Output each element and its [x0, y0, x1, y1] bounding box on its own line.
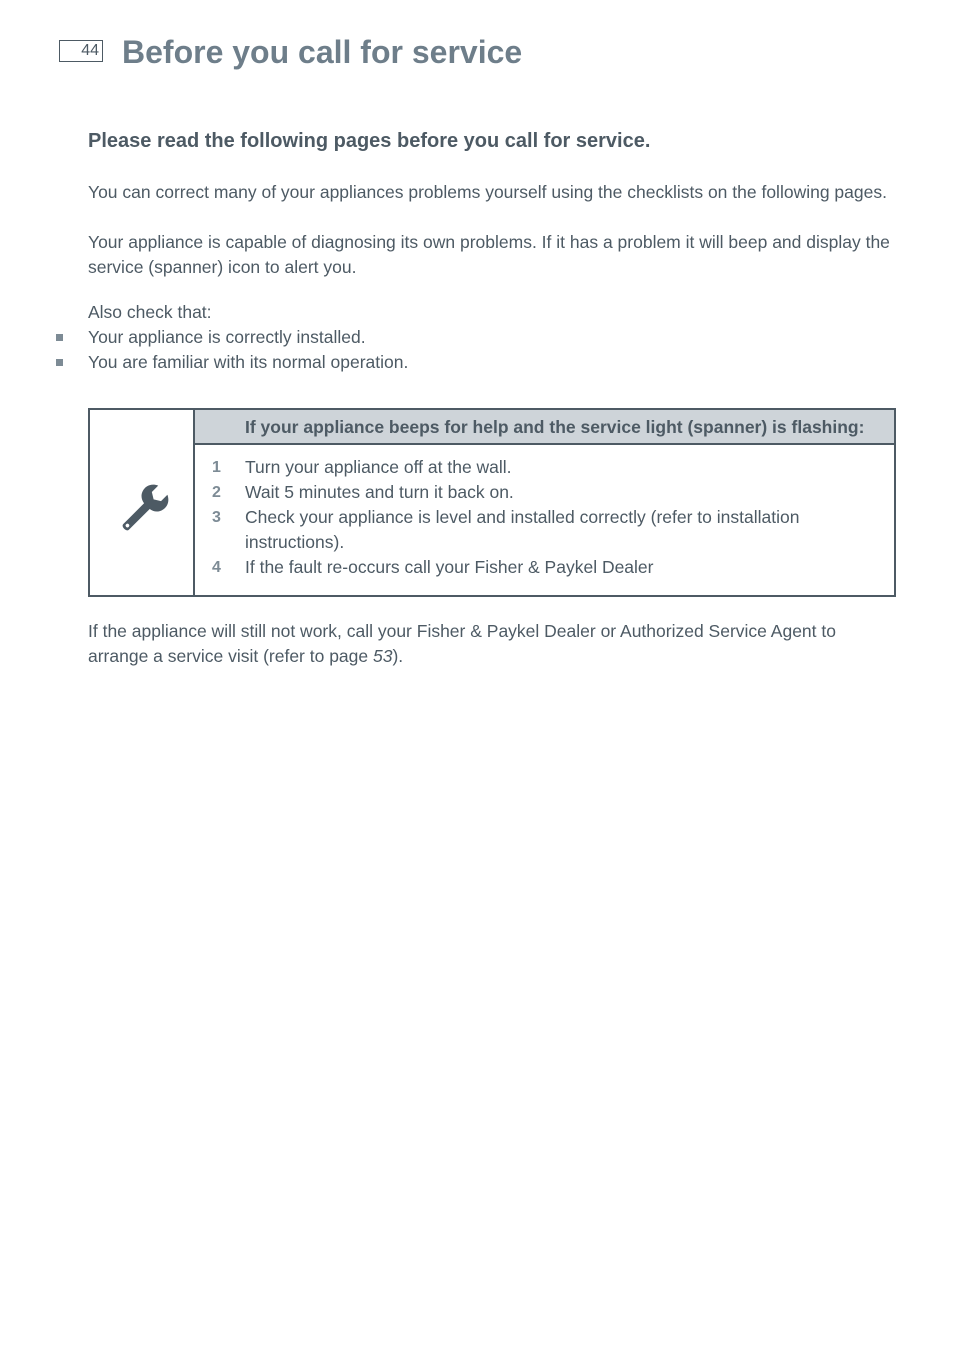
service-box-header: If your appliance beeps for help and the service light (spanner) is flashing:: [195, 410, 894, 445]
step-text: Wait 5 minutes and turn it back on.: [245, 482, 514, 502]
service-step: [195, 455, 874, 480]
service-icon-cell: [90, 410, 195, 595]
intro-paragraph: You can correct many of your appliances problems yourself using the checklists on the following pages.: [88, 182, 887, 202]
step-number: 1: [212, 459, 221, 476]
also-check-label: Also check that:: [88, 302, 212, 322]
main-content: [88, 126, 896, 669]
page-number: 44: [59, 40, 103, 62]
check-list-item: [88, 325, 896, 350]
service-step: [195, 480, 874, 505]
service-instructions-box: [88, 408, 896, 597]
page-reference-link[interactable]: 53: [373, 646, 393, 666]
step-number: 3: [212, 509, 221, 526]
closing-text: If the appliance will still not work, call your Fisher & Paykel Dealer or Authorized Service Agent to arrange a service visit (refer to page: [88, 621, 836, 666]
square-bullet-icon: [56, 359, 63, 366]
service-step: [195, 505, 874, 555]
closing-text-end: ).: [392, 646, 404, 666]
check-list: [88, 325, 896, 375]
spanner-icon: [112, 479, 174, 541]
step-text: Turn your appliance off at the wall.: [245, 457, 512, 477]
service-instructions-body: [195, 410, 894, 595]
service-step: [195, 555, 874, 580]
closing-paragraph: [88, 619, 896, 669]
square-bullet-icon: [56, 334, 63, 341]
step-text: Check your appliance is level and installed correctly (refer to installation instructions).: [245, 507, 800, 552]
page-title: Before you call for service: [122, 34, 523, 70]
check-list-item: [88, 350, 896, 375]
intro-heading: Please read the following pages before you call for service.: [88, 130, 651, 152]
check-list-item-text: Your appliance is correctly installed.: [88, 327, 366, 347]
step-text: If the fault re-occurs call your Fisher & Paykel Dealer: [245, 557, 654, 577]
service-steps-list: [195, 445, 894, 595]
step-number: 4: [212, 559, 221, 576]
step-number: 2: [212, 484, 221, 501]
diagnosis-paragraph: Your appliance is capable of diagnosing its own problems. If it has a problem it will beep and display the service (spanner) icon to alert you.: [88, 232, 890, 277]
check-list-item-text: You are familiar with its normal operation.: [88, 352, 409, 372]
